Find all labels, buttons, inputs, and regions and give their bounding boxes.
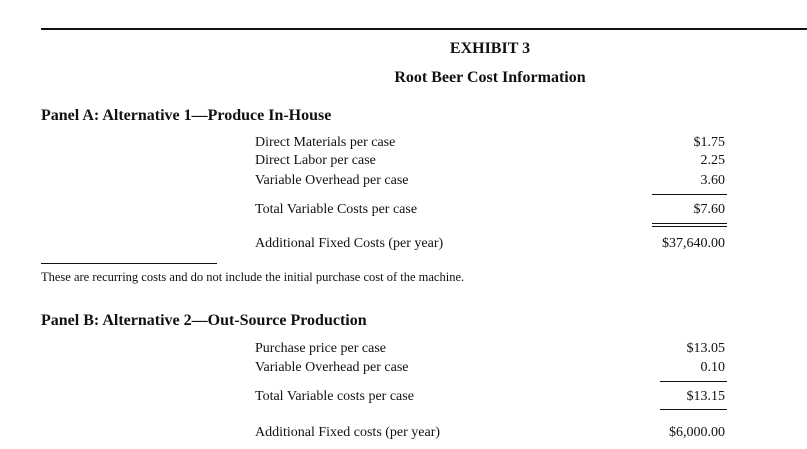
panel-a-total-double-rule: [652, 223, 727, 227]
panel-a-subtotal-rule: [652, 194, 727, 195]
panel-b-heading: Panel B: Alternative 2—Out-Source Production: [41, 312, 367, 329]
panel-b-fixed-label: Additional Fixed costs (per year): [255, 425, 441, 440]
top-rule: [41, 28, 807, 30]
panel-b-fixed-amount: $6,000.00: [669, 425, 725, 440]
footnote-rule: [41, 263, 217, 264]
panel-a-fixed-label: Additional Fixed Costs (per year): [255, 236, 444, 251]
panel-a-total-label: Total Variable Costs per case: [255, 202, 418, 217]
panel-b-total-label: Total Variable costs per case: [255, 389, 414, 404]
panel-a-total-amount: $7.60: [693, 202, 725, 217]
exhibit-title: Root Beer Cost Information: [394, 69, 586, 86]
panel-a-item-amount: 3.60: [700, 173, 725, 188]
panel-b-item-amount: $13.05: [686, 341, 725, 356]
panel-b-item-amount: 0.10: [700, 360, 725, 375]
panel-a-item-label: Direct Labor per case: [255, 153, 376, 168]
panel-a-item-amount: 2.25: [700, 153, 725, 168]
panel-b-subtotal-rule: [660, 381, 727, 382]
panel-a-heading: Panel A: Alternative 1—Produce In-House: [41, 107, 332, 124]
panel-a-item-label: Variable Overhead per case: [255, 173, 409, 188]
footnote: These are recurring costs and do not include the initial purchase cost of the machine.: [41, 270, 465, 284]
panel-a-item-label: Direct Materials per case: [255, 135, 396, 150]
panel-b-total-amount: $13.15: [686, 389, 725, 404]
panel-b-item-label: Purchase price per case: [255, 341, 386, 356]
exhibit-number: EXHIBIT 3: [449, 40, 531, 57]
panel-b-total-rule: [660, 409, 727, 410]
panel-a-item-amount: $1.75: [693, 135, 725, 150]
panel-a-fixed-amount: $37,640.00: [662, 236, 725, 251]
panel-b-item-label: Variable Overhead per case: [255, 360, 409, 375]
